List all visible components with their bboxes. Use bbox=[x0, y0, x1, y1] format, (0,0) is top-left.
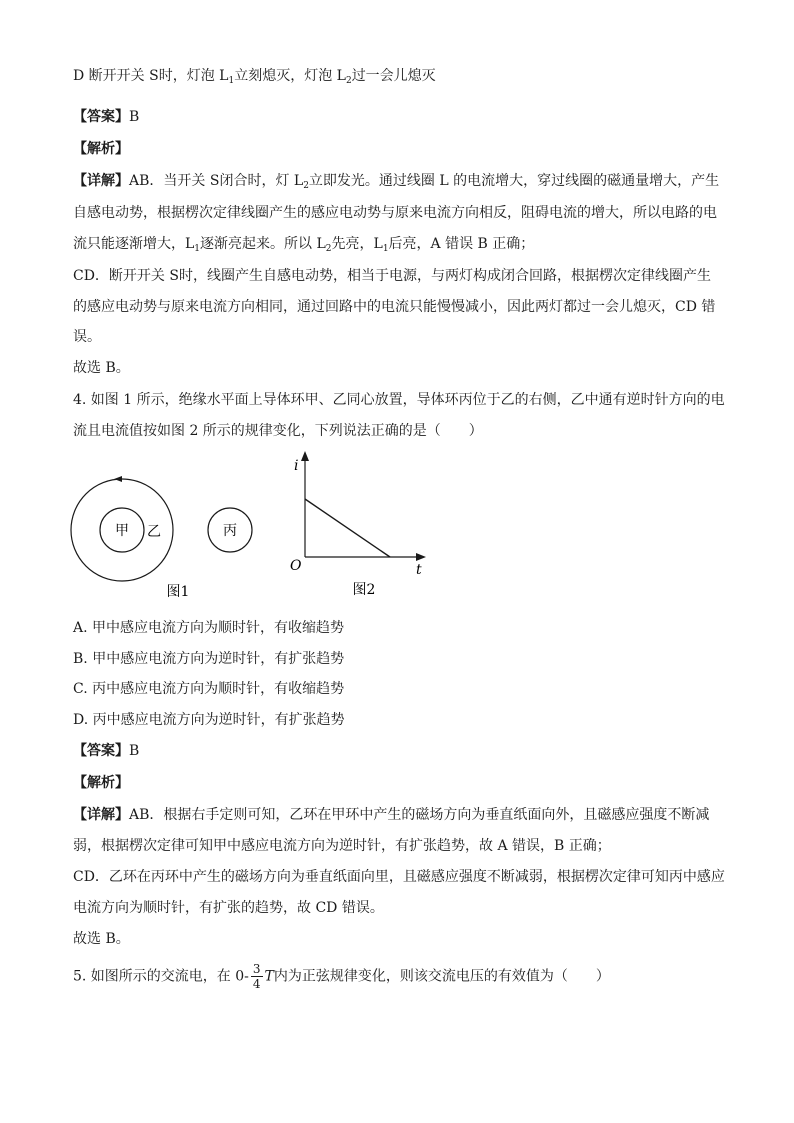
q4-option-d: D. 丙中感应电流方向为逆时针，有扩张趋势 bbox=[73, 712, 345, 728]
answer-label: 【答案】 bbox=[73, 743, 129, 759]
q4-analysis-label: 【解析】 bbox=[73, 775, 129, 791]
q3-detail-line-3 bbox=[73, 234, 534, 254]
detail-text: 逐渐亮起来。所以 L bbox=[200, 236, 326, 252]
detail-text: 先亮，L bbox=[331, 236, 383, 252]
q3-analysis-label: 【解析】 bbox=[73, 141, 129, 157]
subscript: 1 bbox=[228, 76, 235, 86]
origin-label: O bbox=[290, 558, 302, 574]
fraction-denominator: 4 bbox=[252, 977, 261, 991]
q3-option-d-text-2: 立刻熄灭，灯泡 L bbox=[234, 68, 346, 84]
label-jia: 甲 bbox=[115, 523, 129, 539]
q3-option-d-text-3: 过一会儿熄灭 bbox=[351, 68, 436, 84]
subscript: 1 bbox=[382, 244, 389, 254]
q4-detail-line-1 bbox=[73, 805, 709, 825]
q4-answer bbox=[73, 741, 139, 761]
q3-detail-line-4: CD．断开开关 S时，线圈产生自感电动势，相当于电源，与两灯构成闭合回路，根据楞次定律线圈产生 bbox=[73, 268, 711, 284]
fraction-numerator: 3 bbox=[252, 962, 261, 976]
t-axis-arrow-icon bbox=[416, 553, 426, 561]
q5-text-2: 内为正弦规律变化，则该交流电压的有效值为（ ） bbox=[273, 968, 610, 985]
q4-option-c: C. 丙中感应电流方向为顺时针，有收缩趋势 bbox=[73, 681, 345, 697]
detail-text: AB．根据右手定则可知，乙环在甲环中产生的磁场方向为垂直纸面向外，且磁感应强度不断减 bbox=[129, 807, 710, 823]
answer-value: B bbox=[129, 109, 140, 125]
detail-text: 立即发光。通过线圈 L 的电流增大，穿过线圈的磁通量增大，产生 bbox=[308, 173, 720, 189]
period-variable: T bbox=[264, 968, 274, 985]
q4-option-b: B. 甲中感应电流方向为逆时针，有扩张趋势 bbox=[73, 651, 345, 667]
q4-figure-2 bbox=[284, 450, 434, 602]
x-axis-label: t bbox=[416, 562, 422, 578]
q4-stem-line-1: 4. 如图 1 所示，绝缘水平面上导体环甲、乙同心放置，导体环丙位于乙的右侧，乙中通有逆时针方向的电 bbox=[73, 392, 725, 408]
q5-stem bbox=[73, 962, 610, 991]
figure-2-caption: 图2 bbox=[352, 582, 376, 598]
detail-text: AB．当开关 S闭合时，灯 L bbox=[129, 173, 304, 189]
q3-detail-line-6: 误。 bbox=[73, 329, 101, 345]
q4-option-a: A. 甲中感应电流方向为顺时针，有收缩趋势 bbox=[73, 620, 345, 636]
detail-label: 【详解】 bbox=[73, 807, 129, 823]
detail-text: 后亮，A 错误 B 正确； bbox=[388, 236, 535, 252]
answer-label: 【答案】 bbox=[73, 109, 129, 125]
q4-conclusion: 故选 B。 bbox=[73, 931, 130, 947]
detail-label: 【详解】 bbox=[73, 173, 129, 189]
label-bing: 丙 bbox=[223, 523, 237, 539]
fraction bbox=[251, 962, 263, 991]
i-axis-arrow-icon bbox=[301, 451, 309, 461]
q3-detail-line-2: 自感电动势，根据楞次定律线圈产生的感应电动势与原来电流方向相反，阻碍电流的增大，所以电路的电 bbox=[73, 205, 717, 221]
q3-detail-line-5: 的感应电动势与原来电流方向相同，通过回路中的电流只能慢慢减小，因此两灯都过一会儿熄灭，CD 错 bbox=[73, 299, 716, 315]
q3-option-d bbox=[73, 66, 436, 86]
y-axis-label: i bbox=[294, 458, 299, 474]
q4-detail-line-2: 弱，根据楞次定律可知甲中感应电流方向为逆时针，有扩张趋势，故 A 错误，B 正确； bbox=[73, 838, 611, 854]
q3-detail-line-1 bbox=[73, 171, 719, 191]
q4-figure-1 bbox=[70, 476, 270, 606]
q4-detail-line-3: CD．乙环在丙环中产生的磁场方向为垂直纸面向里，且磁感应强度不断减弱，根据楞次定律可知丙中感应 bbox=[73, 869, 725, 885]
subscript: 1 bbox=[194, 244, 201, 254]
label-yi: 乙 bbox=[147, 524, 161, 540]
q4-stem-line-2: 流且电流值按如图 2 所示的规律变化，下列说法正确的是（ ） bbox=[73, 423, 483, 439]
q3-option-d-text-1: D 断开开关 S时，灯泡 L bbox=[73, 68, 229, 84]
subscript: 2 bbox=[345, 76, 352, 86]
q3-answer bbox=[73, 107, 139, 127]
current-decay-line bbox=[305, 499, 390, 557]
detail-text: 流只能逐渐增大，L bbox=[73, 236, 195, 252]
counterclockwise-arrow-icon bbox=[114, 476, 122, 482]
subscript: 2 bbox=[325, 244, 332, 254]
q3-conclusion: 故选 B。 bbox=[73, 360, 130, 376]
q5-text-1: 5. 如图所示的交流电，在 0- bbox=[73, 968, 249, 985]
figure-1-caption: 图1 bbox=[166, 584, 190, 600]
subscript: 2 bbox=[303, 181, 309, 191]
q4-detail-line-4: 电流方向为顺时针，有扩张的趋势，故 CD 错误。 bbox=[73, 900, 384, 916]
answer-value: B bbox=[129, 743, 140, 759]
